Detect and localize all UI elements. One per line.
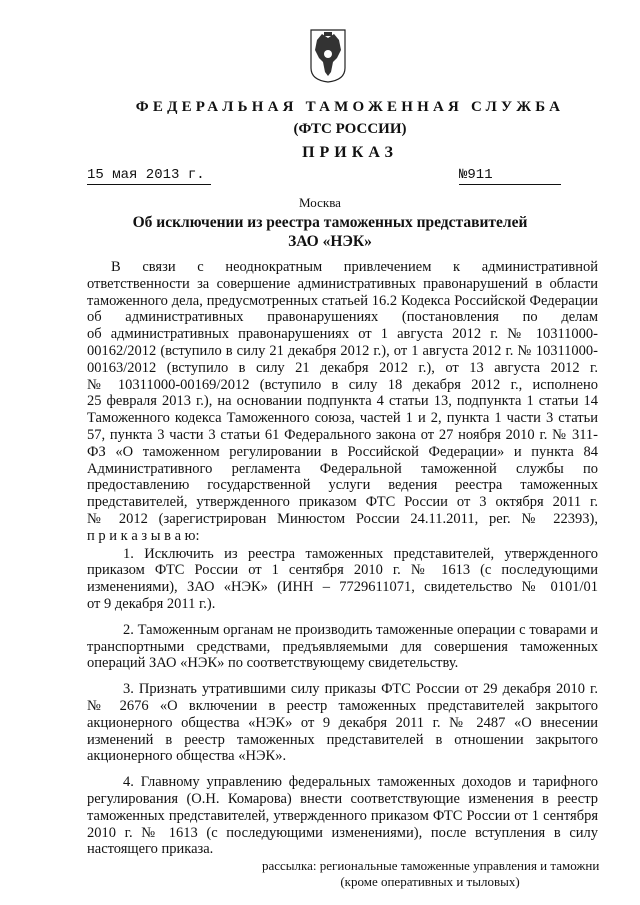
order-date: 15 мая 2013 г. (87, 167, 211, 185)
coat-of-arms-emblem (309, 28, 347, 84)
body-text-line: приказом ФТС России от 1 сентября 2010 г. № 1613 (с последующими (87, 562, 598, 579)
body-text-line: № 10311000-00169/2012 (вступило в силу 18 декабря 2012 г., исполнено (87, 376, 598, 393)
body-text-line: представителей, утвержденного приказом ФТС России от 3 октября 2011 г. (87, 494, 598, 511)
body-text-line: ФЗ «О таможенном регулировании в Российской Федерации» и пункта 84 (87, 443, 598, 460)
city: Москва (299, 195, 341, 210)
order-title-line-2: ЗАО «НЭК» (288, 233, 372, 250)
body-text-line: об административных правонарушениях от 1 августа 2012 г. № 10311000- (87, 326, 598, 343)
body-text-line: 2. Таможенным органам не производить таможенные операции с товарами и (123, 621, 598, 638)
body-text-line: 1. Исключить из реестра таможенных представителей, утвержденного (123, 545, 598, 562)
body-text-line: изменений в реестр таможенных представителей в отношении закрытого (87, 731, 598, 748)
order-number: №911 (459, 167, 561, 185)
body-text-line: таможенных представителей, утвержденного приказом ФТС России от 1 сентября (87, 807, 598, 824)
body-text-line: от 9 декабря 2011 г.). (87, 596, 216, 612)
body-text-line: 2010 г. № 1613 (с последующими изменениями), после вступления в силу (87, 824, 598, 841)
body-text-line: № 2676 «О включении в реестр таможенных представителей закрытого (87, 698, 598, 714)
body-text-line: 25 февраля 2013 г.), на основании подпункта 4 статьи 13, подпункта 1 статьи 14 (87, 393, 598, 410)
body-text-line: 3. Признать утратившими силу приказы ФТС России от 29 декабря 2010 г. (123, 681, 598, 698)
body-text-line: Таможенного кодекса Таможенного союза, частей 1 и 2, пункта 1 части 3 статьи (87, 410, 598, 427)
order-title-line-1: Об исключении из реестра таможенных представителей (132, 214, 528, 231)
body-text-line: транспортными средствами, предъявляемыми для совершения таможенных (87, 638, 598, 655)
body-text-line: акционерного общества «НЭК». (87, 748, 287, 765)
agency-short-name: (ФТС РОССИИ) (293, 121, 407, 137)
document-type: ПРИКАЗ (302, 144, 398, 161)
body-text-line: акционерного общества «НЭК» от 9 декабря 2011 г. № 2487 «О внесении (87, 714, 598, 731)
body-text-line: настоящего приказа. (87, 841, 214, 858)
body-text-line: предоставлению государственной услуги ведения реестра таможенных (87, 477, 598, 494)
distribution-line-1: рассылка: региональные таможенные управления и таможни (262, 858, 600, 873)
body-text-line: ответственности за совершение административных правонарушений в области (87, 275, 598, 292)
body-text-line: № 2012 (зарегистрирован Минюстом России 24.11.2011, рег. № 22393), (87, 511, 598, 527)
body-text-line: В связи с неоднократным привлечением к административной (111, 259, 598, 275)
body-text-line: 57, пункта 3 части 3 статьи 61 Федерального закона от 27 ноября 2010 г. № 311- (87, 427, 598, 443)
body-text-line: операций ЗАО «НЭК» по соответствующему свидетельству. (87, 655, 459, 672)
body-text-line: об административных правонарушениях (постановления по делам (87, 309, 598, 326)
body-text-line: таможенного дела, предусмотренных статьей 16.2 Кодекса Российской Федерации (87, 292, 598, 309)
body-text-line: изменениями), ЗАО «НЭК» (ИНН – 7729611071, свидетельство № 0101/01 (87, 579, 598, 596)
distribution-line-2: (кроме оперативных и тыловых) (340, 874, 520, 889)
body-text-line: Административного регламента Федеральной таможенной службы по (87, 460, 598, 477)
body-text-line: 00163/2012 (вступило в силу 21 декабря 2012 г.), от 13 августа 2012 г. (87, 359, 598, 376)
body-text-line: п р и к а з ы в а ю: (87, 527, 200, 544)
body-text-line: 4. Главному управлению федеральных таможенных доходов и тарифного (123, 774, 598, 791)
body-text-line: 00162/2012 (вступило в силу 21 декабря 2012 г.), от 1 августа 2012 г. № 10311000- (87, 343, 598, 359)
agency-name: ФЕДЕРАЛЬНАЯ ТАМОЖЕННАЯ СЛУЖБА (135, 99, 565, 115)
body-text-line: регулирования (О.Н. Комарова) внести соответствующие изменения в реестр (87, 791, 598, 807)
